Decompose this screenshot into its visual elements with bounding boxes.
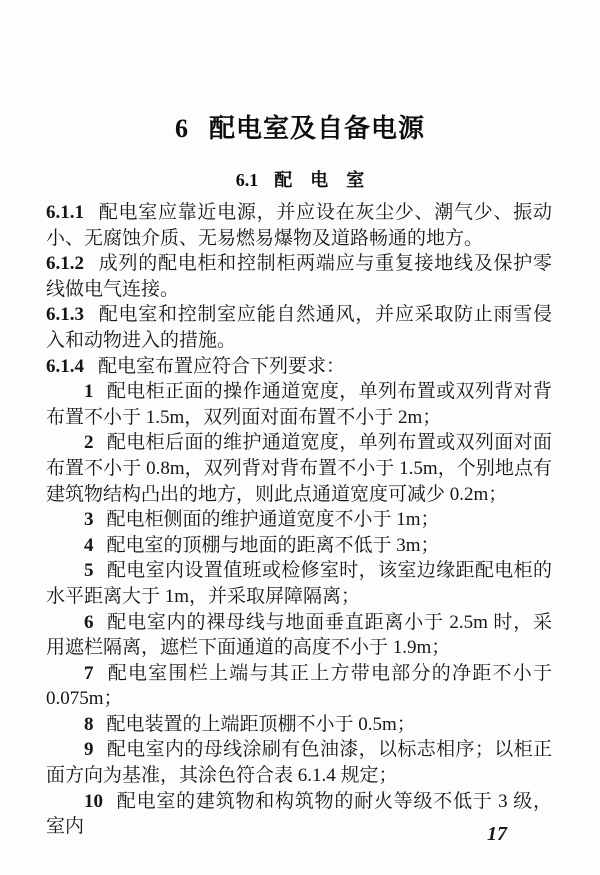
list-item-9 xyxy=(46,737,552,788)
list-item-3 xyxy=(46,507,552,533)
item-number: 9 xyxy=(84,739,94,761)
item-number: 4 xyxy=(84,534,94,556)
item-text: 配电室的建筑物和构筑物的耐火等级不低于 3 级，室内 xyxy=(46,790,552,838)
item-number: 10 xyxy=(84,790,103,812)
chapter-title: 配电室及自备电源 xyxy=(208,114,425,143)
list-item-8 xyxy=(46,712,552,738)
item-number: 8 xyxy=(84,713,94,735)
item-text: 配电室内设置值班或检修室时，该室边缘距配电柜的水平距离大于 1m，并采取屏障隔离； xyxy=(46,560,552,607)
section-number: 6.1 xyxy=(235,170,259,190)
chapter-heading xyxy=(0,108,600,145)
chapter-number: 6 xyxy=(174,114,189,143)
clause-text: 成列的配电柜和控制柜两端应与重复接地线及保护零线做电气连接。 xyxy=(46,253,552,300)
body-text xyxy=(46,200,552,840)
section-heading xyxy=(0,166,600,192)
item-text: 配电室内的裸母线与地面垂直距离小于 2.5m 时，采用遮栏隔离，遮栏下面通道的高度不小于 1.9m； xyxy=(46,611,552,659)
clause-text: 配电室和控制室应能自然通风，并应采取防止雨雪侵入和动物进入的措施。 xyxy=(46,304,552,351)
clause-6-1-4 xyxy=(46,354,552,380)
item-number: 5 xyxy=(84,560,94,582)
item-text: 配电柜侧面的维护通道宽度不小于 1m； xyxy=(106,509,440,531)
list-item-6 xyxy=(46,610,552,661)
list-item-1 xyxy=(46,379,552,430)
item-number: 7 xyxy=(84,662,94,684)
clause-text: 配电室应靠近电源，并应设在灰尘少、潮气少、振动小、无腐蚀介质、无易燃易爆物及道路畅通的地方。 xyxy=(46,202,552,249)
clause-number: 6.1.3 xyxy=(46,304,84,326)
list-item-10 xyxy=(46,789,552,840)
item-text: 配电柜后面的维护通道宽度，单列布置或双列面对面布置不小于 0.8m，双列背对背布置不小于 1.5m，个别地点有建筑物结构凸出的地方，则此点通道宽度可减少 0.2m； xyxy=(46,432,552,505)
clause-6-1-1 xyxy=(46,200,552,251)
item-text: 配电室内的母线涂刷有色油漆，以标志相序；以柜正面方向为基准，其涂色符合表 6.1.4 规定； xyxy=(46,739,552,787)
page-number: 17 xyxy=(487,823,507,845)
clause-text: 配电室布置应符合下列要求： xyxy=(98,355,346,377)
list-item-4 xyxy=(46,533,552,559)
clause-number: 6.1.2 xyxy=(46,253,84,275)
clause-number: 6.1.1 xyxy=(46,202,84,223)
item-text: 配电室的顶棚与地面的距离不低于 3m； xyxy=(106,534,440,556)
list-item-2 xyxy=(46,430,552,507)
item-number: 3 xyxy=(84,509,94,531)
clause-6-1-3 xyxy=(46,302,552,353)
item-text: 配电柜正面的操作通道宽度，单列布置或双列背对背布置不小于 1.5m，双列面对面布置不小于 2m； xyxy=(46,381,552,428)
item-text: 配电装置的上端距顶棚不小于 0.5m； xyxy=(106,713,416,735)
item-number: 1 xyxy=(84,381,94,403)
clause-number: 6.1.4 xyxy=(46,355,84,377)
section-title: 配 电 室 xyxy=(274,170,365,190)
list-item-5 xyxy=(46,558,552,609)
item-number: 2 xyxy=(84,432,94,454)
item-text: 配电室围栏上端与其正上方带电部分的净距不小于 0.075m； xyxy=(46,662,552,710)
clause-6-1-2 xyxy=(46,251,552,302)
list-item-7 xyxy=(46,661,552,712)
item-number: 6 xyxy=(84,611,94,633)
